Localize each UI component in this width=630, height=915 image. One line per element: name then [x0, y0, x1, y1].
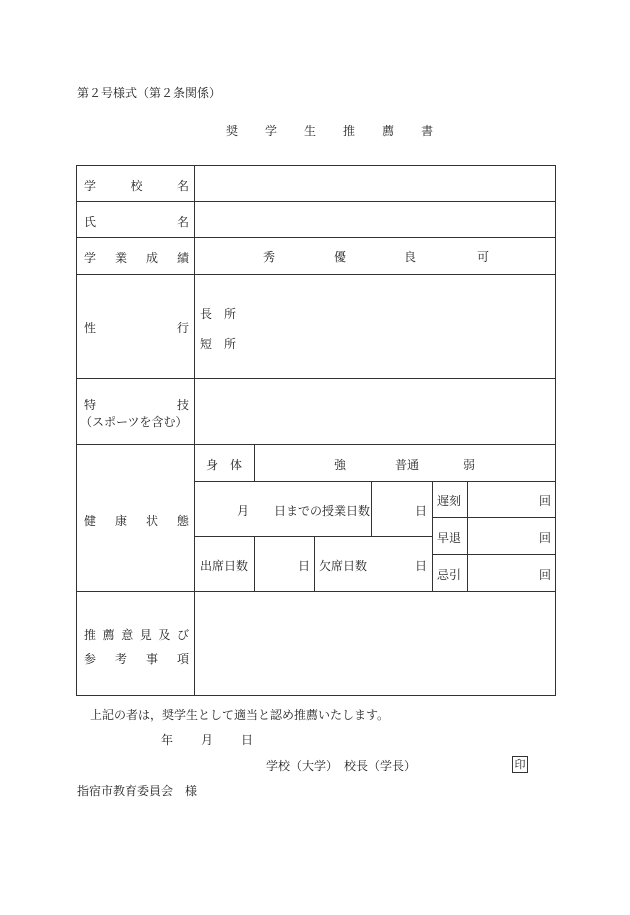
row-divider [76, 591, 556, 592]
day-char: 日 [415, 504, 428, 518]
times-char: 回 [539, 494, 552, 508]
label-char: 参 [84, 652, 97, 666]
label-char: 健 [84, 514, 97, 528]
addressee: 指宿市教育委員会 様 [77, 784, 198, 798]
recommendation-statement: 上記の者は，奨学生として適当と認め推薦いたします。 [90, 708, 390, 722]
label-char: 技 [176, 398, 189, 412]
title-char: 学 [265, 124, 278, 138]
body-label: 身 体 [206, 458, 243, 472]
month-char: 月 [237, 504, 250, 518]
grade-option-ka[interactable]: 可 [477, 250, 490, 264]
late-label: 遅刻 [437, 494, 462, 508]
document-title [226, 122, 460, 139]
column-divider [254, 536, 255, 591]
label-char: 態 [176, 514, 189, 528]
recommendation-table [76, 165, 556, 696]
signature-line: 学校（大学） 校長（学長） [266, 759, 417, 773]
recommendation-label-line1 [84, 626, 189, 643]
row-divider [76, 201, 556, 202]
skills-label [84, 396, 189, 413]
attendance-label: 出席日数 [200, 559, 249, 573]
label-char: 状 [145, 514, 158, 528]
row-divider [76, 237, 556, 238]
label-char: 業 [114, 251, 127, 265]
label-char: 薦 [102, 628, 115, 642]
column-divider [371, 481, 372, 536]
column-divider [432, 481, 433, 591]
grade-option-ryo[interactable]: 良 [404, 250, 417, 264]
mourning-label: 忌引 [437, 568, 462, 582]
body-option-weak[interactable]: 弱 [463, 458, 476, 472]
character-label [84, 319, 189, 336]
column-divider [194, 165, 195, 696]
label-char: 考 [114, 652, 127, 666]
label-char: 康 [114, 514, 127, 528]
title-char: 奨 [226, 124, 239, 138]
label-char: 学 [84, 251, 97, 265]
row-divider [76, 444, 556, 445]
label-char: 名 [176, 215, 189, 229]
label-char: 学 [84, 179, 97, 193]
label-char: 名 [176, 179, 189, 193]
grades-label [84, 249, 189, 266]
label-char: 項 [176, 652, 189, 666]
date-char: 年 [161, 733, 174, 747]
row-divider [76, 378, 556, 379]
label-char: 特 [84, 398, 97, 412]
day-char: 日 [298, 559, 311, 573]
strengths-label: 長 所 [200, 307, 237, 321]
label-char: 校 [130, 179, 143, 193]
grade-option-yu[interactable]: 優 [334, 250, 347, 264]
date-line [161, 731, 281, 748]
title-char: 書 [421, 124, 434, 138]
label-char: 行 [176, 321, 189, 335]
times-char: 回 [539, 568, 552, 582]
title-char: 推 [343, 124, 356, 138]
date-char: 日 [241, 733, 254, 747]
day-char: 日 [415, 559, 428, 573]
seal-mark: 印 [512, 756, 528, 773]
health-label [84, 512, 189, 529]
label-char: 成 [145, 251, 158, 265]
absence-label: 欠席日数 [319, 559, 368, 573]
recommendation-label-line2 [84, 650, 189, 667]
name-label [84, 213, 189, 230]
label-char: 推 [84, 628, 97, 642]
column-divider [254, 444, 255, 481]
class-days-label: 日までの授業日数 [274, 504, 371, 518]
column-divider [467, 481, 468, 591]
title-char: 薦 [382, 124, 395, 138]
label-char: 氏 [84, 215, 97, 229]
label-char: 意 [121, 628, 134, 642]
column-divider [314, 536, 315, 591]
label-char: 性 [84, 321, 97, 335]
row-divider [432, 554, 556, 555]
date-char: 月 [201, 733, 214, 747]
row-divider [194, 481, 556, 482]
label-char: 見 [139, 628, 152, 642]
row-divider [194, 536, 432, 537]
title-char: 生 [304, 124, 317, 138]
label-char: 及 [158, 628, 171, 642]
label-char: び [176, 628, 189, 642]
label-char: 績 [176, 251, 189, 265]
grade-option-shu[interactable]: 秀 [263, 250, 276, 264]
skills-sublabel: （スポーツを含む） [80, 415, 188, 429]
row-divider [76, 274, 556, 275]
school-name-label [84, 177, 189, 194]
weaknesses-label: 短 所 [200, 337, 237, 351]
body-option-normal[interactable]: 普通 [395, 458, 420, 472]
early-leave-label: 早退 [437, 531, 462, 545]
label-char: 事 [145, 652, 158, 666]
form-number: 第２号様式（第２条関係） [77, 86, 222, 100]
times-char: 回 [539, 531, 552, 545]
row-divider [432, 517, 556, 518]
body-option-strong[interactable]: 強 [334, 458, 347, 472]
